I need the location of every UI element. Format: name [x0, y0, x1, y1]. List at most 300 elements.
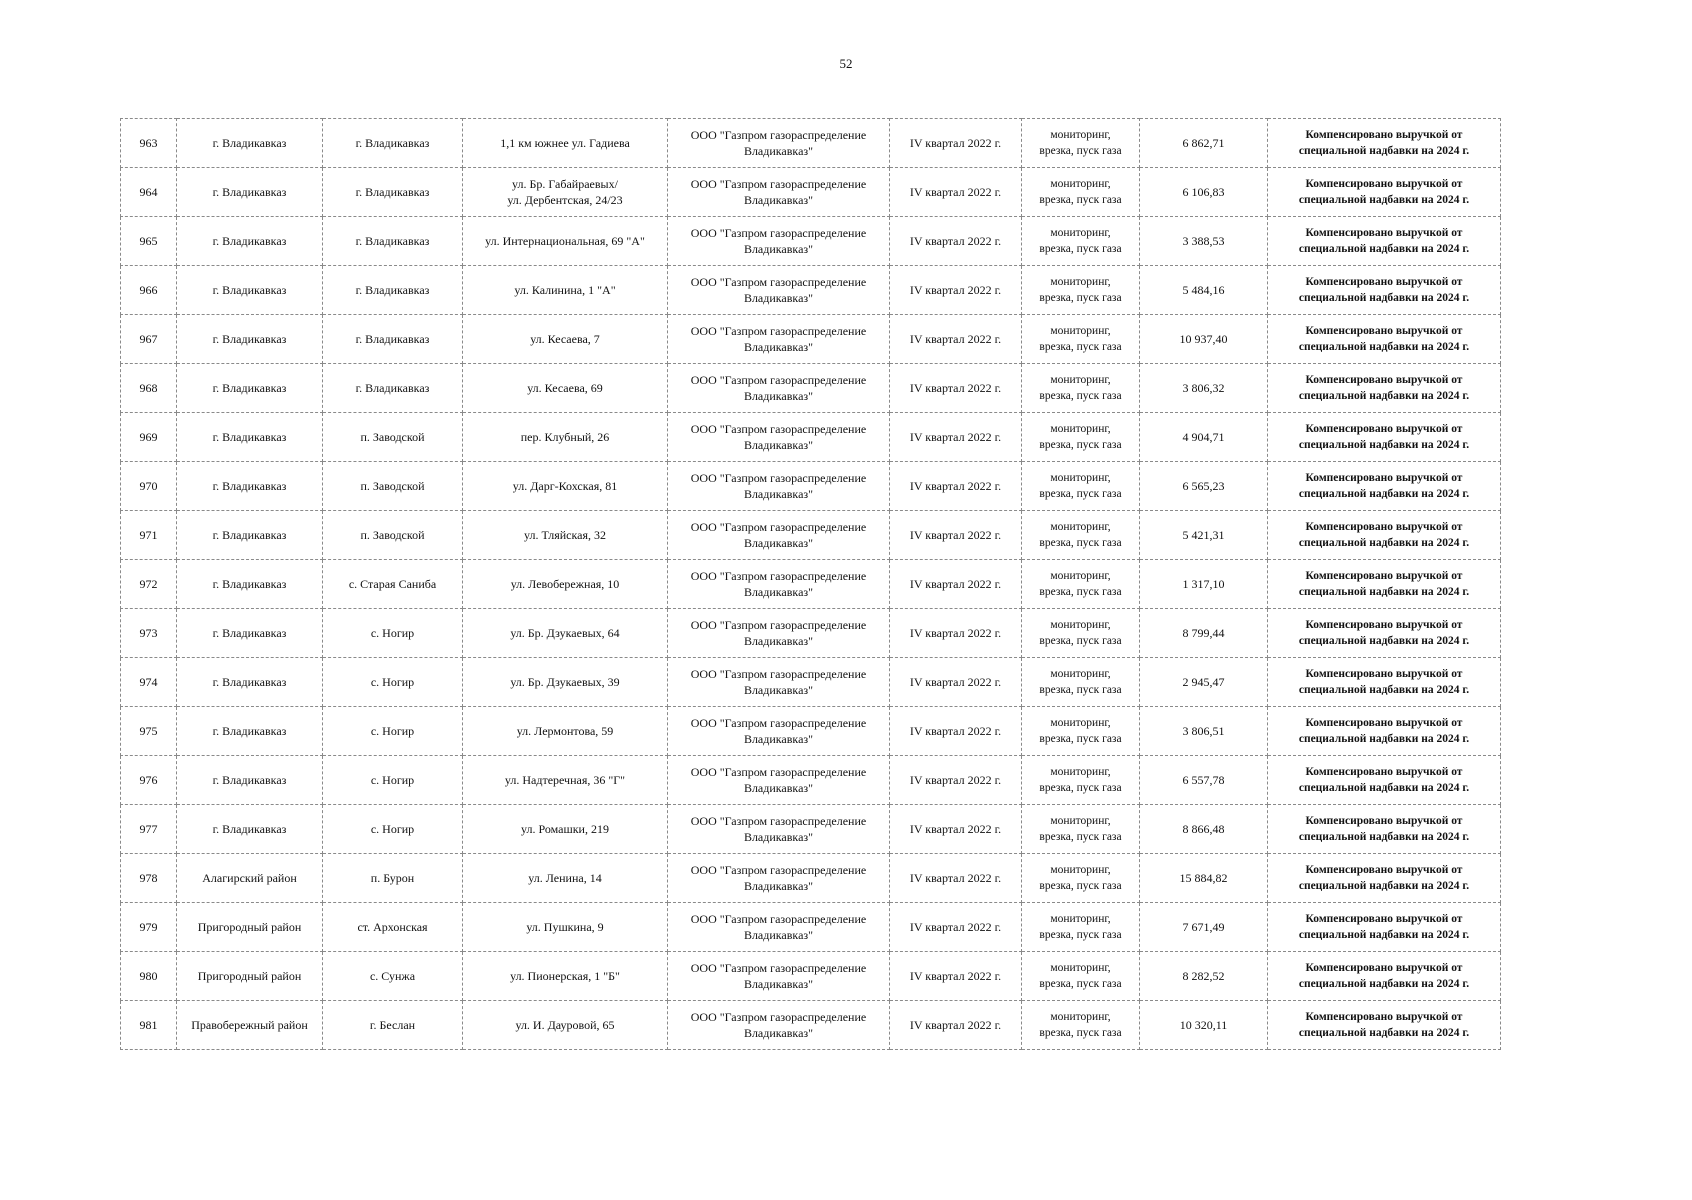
compensation-cell-line: Компенсировано выручкой от: [1305, 374, 1463, 386]
compensation-cell-line: специальной надбавки на 2024 г.: [1298, 537, 1470, 549]
compensation-cell-line: Компенсировано выручкой от: [1305, 521, 1463, 533]
compensation-cell: [1268, 560, 1501, 609]
compensation-cell-line: специальной надбавки на 2024 г.: [1298, 243, 1470, 255]
compensation-cell-line: Компенсировано выручкой от: [1305, 619, 1463, 631]
address-cell-line: ул. Надтеречная, 36 "Г": [504, 773, 626, 787]
compensation-cell-line: специальной надбавки на 2024 г.: [1298, 733, 1470, 745]
work-type-cell-line: врезка, пуск газа: [1039, 831, 1122, 843]
organization-cell-line: Владикавказ": [743, 340, 814, 354]
address-cell: [463, 707, 668, 756]
table-row: [121, 266, 1501, 315]
work-type-cell: [1022, 119, 1140, 168]
district-cell: г. Владикавказ: [177, 756, 323, 805]
compensation-cell: [1268, 413, 1501, 462]
compensation-cell-line: специальной надбавки на 2024 г.: [1298, 929, 1470, 941]
address-cell-line: ул. Кесаева, 7: [530, 332, 600, 346]
work-type-cell-line: врезка, пуск газа: [1039, 194, 1122, 206]
address-cell-line: ул. Ленина, 14: [528, 871, 602, 885]
organization-cell-line: Владикавказ": [743, 585, 814, 599]
organization-cell-line: ООО "Газпром газораспределение: [690, 618, 867, 632]
organization-cell-line: ООО "Газпром газораспределение: [690, 226, 867, 240]
table-row: [121, 315, 1501, 364]
amount-cell: 6 565,23: [1140, 462, 1268, 511]
compensation-cell: [1268, 119, 1501, 168]
address-cell: [463, 952, 668, 1001]
work-type-cell-line: врезка, пуск газа: [1039, 733, 1122, 745]
row-number-cell: 964: [121, 168, 177, 217]
compensation-cell-line: Компенсировано выручкой от: [1305, 570, 1463, 582]
page-number: 52: [839, 56, 853, 71]
work-type-cell-line: мониторинг,: [1050, 619, 1111, 631]
amount-cell: 6 557,78: [1140, 756, 1268, 805]
organization-cell-line: ООО "Газпром газораспределение: [690, 765, 867, 779]
compensation-cell-line: Компенсировано выручкой от: [1305, 423, 1463, 435]
locality-cell: г. Владикавказ: [323, 217, 463, 266]
work-type-cell-line: врезка, пуск газа: [1039, 390, 1122, 402]
compensation-cell: [1268, 707, 1501, 756]
period-cell: IV квартал 2022 г.: [890, 413, 1022, 462]
work-type-cell: [1022, 756, 1140, 805]
district-cell: г. Владикавказ: [177, 658, 323, 707]
district-cell: г. Владикавказ: [177, 462, 323, 511]
organization-cell-line: Владикавказ": [743, 977, 814, 991]
organization-cell-line: Владикавказ": [743, 928, 814, 942]
address-cell-line: пер. Клубный, 26: [520, 430, 610, 444]
work-type-cell-line: мониторинг,: [1050, 1011, 1111, 1023]
address-cell-line: ул. Дарг-Кохская, 81: [512, 479, 618, 493]
table-row: [121, 560, 1501, 609]
compensation-cell-line: Компенсировано выручкой от: [1305, 717, 1463, 729]
compensation-cell-line: специальной надбавки на 2024 г.: [1298, 341, 1470, 353]
organization-cell: [668, 511, 890, 560]
locality-cell: п. Заводской: [323, 511, 463, 560]
work-type-cell-line: мониторинг,: [1050, 717, 1111, 729]
organization-cell-line: Владикавказ": [743, 487, 814, 501]
table-row: [121, 364, 1501, 413]
organization-cell-line: ООО "Газпром газораспределение: [690, 177, 867, 191]
amount-cell: 8 866,48: [1140, 805, 1268, 854]
period-cell: IV квартал 2022 г.: [890, 511, 1022, 560]
row-number-cell: 973: [121, 609, 177, 658]
compensation-cell-line: специальной надбавки на 2024 г.: [1298, 194, 1470, 206]
work-type-cell-line: врезка, пуск газа: [1039, 292, 1122, 304]
organization-cell-line: ООО "Газпром газораспределение: [690, 1010, 867, 1024]
row-number-cell: 981: [121, 1001, 177, 1050]
amount-cell: 8 282,52: [1140, 952, 1268, 1001]
compensation-cell: [1268, 217, 1501, 266]
row-number-cell: 980: [121, 952, 177, 1001]
address-cell-line: ул. Интернациональная, 69 "А": [485, 234, 645, 248]
work-type-cell-line: врезка, пуск газа: [1039, 929, 1122, 941]
work-type-cell-line: врезка, пуск газа: [1039, 537, 1122, 549]
compensation-cell: [1268, 854, 1501, 903]
address-cell: [463, 168, 668, 217]
compensation-cell: [1268, 462, 1501, 511]
compensation-cell: [1268, 364, 1501, 413]
work-type-cell-line: мониторинг,: [1050, 325, 1111, 337]
amount-cell: 3 806,32: [1140, 364, 1268, 413]
row-number-cell: 977: [121, 805, 177, 854]
organization-cell-line: Владикавказ": [743, 1026, 814, 1040]
organization-cell-line: Владикавказ": [743, 732, 814, 746]
compensation-cell-line: специальной надбавки на 2024 г.: [1298, 292, 1470, 304]
work-type-cell-line: врезка, пуск газа: [1039, 1027, 1122, 1039]
period-cell: IV квартал 2022 г.: [890, 707, 1022, 756]
district-cell: Правобережный район: [177, 1001, 323, 1050]
district-cell: г. Владикавказ: [177, 511, 323, 560]
organization-cell-line: Владикавказ": [743, 879, 814, 893]
table-row: [121, 903, 1501, 952]
work-type-cell: [1022, 560, 1140, 609]
work-type-cell-line: мониторинг,: [1050, 423, 1111, 435]
organization-cell-line: Владикавказ": [743, 389, 814, 403]
amount-cell: 10 320,11: [1140, 1001, 1268, 1050]
row-number-cell: 965: [121, 217, 177, 266]
address-cell-line: ул. И. Дауровой, 65: [515, 1018, 615, 1032]
organization-cell-line: ООО "Газпром газораспределение: [690, 569, 867, 583]
organization-cell-line: ООО "Газпром газораспределение: [690, 128, 867, 142]
row-number-cell: 976: [121, 756, 177, 805]
period-cell: IV квартал 2022 г.: [890, 266, 1022, 315]
district-cell: г. Владикавказ: [177, 119, 323, 168]
organization-cell: [668, 266, 890, 315]
table-row: [121, 1001, 1501, 1050]
period-cell: IV квартал 2022 г.: [890, 805, 1022, 854]
organization-cell: [668, 364, 890, 413]
work-type-cell-line: врезка, пуск газа: [1039, 488, 1122, 500]
locality-cell: г. Владикавказ: [323, 119, 463, 168]
row-number-cell: 969: [121, 413, 177, 462]
district-cell: Пригородный район: [177, 952, 323, 1001]
period-cell: IV квартал 2022 г.: [890, 462, 1022, 511]
period-cell: IV квартал 2022 г.: [890, 658, 1022, 707]
address-cell-line: ул. Тляйская, 32: [524, 528, 606, 542]
compensation-cell-line: специальной надбавки на 2024 г.: [1298, 831, 1470, 843]
work-type-cell-line: мониторинг,: [1050, 178, 1111, 190]
address-cell-line: ул. Калинина, 1 "А": [514, 283, 616, 297]
address-cell: [463, 903, 668, 952]
locality-cell: г. Владикавказ: [323, 364, 463, 413]
address-cell-line: ул. Пионерская, 1 "Б": [510, 969, 620, 983]
compensation-cell: [1268, 658, 1501, 707]
period-cell: IV квартал 2022 г.: [890, 903, 1022, 952]
compensation-cell-line: Компенсировано выручкой от: [1305, 913, 1463, 925]
organization-cell-line: Владикавказ": [743, 830, 814, 844]
work-type-cell-line: мониторинг,: [1050, 864, 1111, 876]
table-row: [121, 805, 1501, 854]
district-cell: г. Владикавказ: [177, 315, 323, 364]
work-type-cell: [1022, 1001, 1140, 1050]
work-type-cell-line: мониторинг,: [1050, 570, 1111, 582]
locality-cell: г. Владикавказ: [323, 266, 463, 315]
district-cell: г. Владикавказ: [177, 413, 323, 462]
work-type-cell: [1022, 903, 1140, 952]
compensation-cell: [1268, 266, 1501, 315]
compensation-cell: [1268, 756, 1501, 805]
table-row: [121, 609, 1501, 658]
compensation-cell: [1268, 952, 1501, 1001]
address-cell-line: ул. Бр. Габайраевых/: [512, 177, 618, 191]
work-type-cell-line: врезка, пуск газа: [1039, 586, 1122, 598]
row-number-cell: 972: [121, 560, 177, 609]
row-number-cell: 974: [121, 658, 177, 707]
work-type-cell-line: врезка, пуск газа: [1039, 880, 1122, 892]
work-type-cell-line: мониторинг,: [1050, 129, 1111, 141]
locality-cell: г. Владикавказ: [323, 168, 463, 217]
district-cell: Алагирский район: [177, 854, 323, 903]
work-type-cell-line: мониторинг,: [1050, 227, 1111, 239]
compensation-cell-line: специальной надбавки на 2024 г.: [1298, 439, 1470, 451]
amount-cell: 1 317,10: [1140, 560, 1268, 609]
organization-cell: [668, 315, 890, 364]
table-row: [121, 658, 1501, 707]
organization-cell-line: ООО "Газпром газораспределение: [690, 912, 867, 926]
organization-cell: [668, 413, 890, 462]
organization-cell: [668, 903, 890, 952]
period-cell: IV квартал 2022 г.: [890, 756, 1022, 805]
work-type-cell-line: мониторинг,: [1050, 276, 1111, 288]
work-type-cell: [1022, 854, 1140, 903]
organization-cell: [668, 1001, 890, 1050]
compensation-cell-line: специальной надбавки на 2024 г.: [1298, 586, 1470, 598]
address-cell: [463, 805, 668, 854]
organization-cell: [668, 707, 890, 756]
period-cell: IV квартал 2022 г.: [890, 560, 1022, 609]
work-type-cell: [1022, 217, 1140, 266]
address-cell-line: ул. Бр. Дзукаевых, 39: [510, 675, 620, 689]
district-cell: Пригородный район: [177, 903, 323, 952]
gasification-registry-table: [120, 118, 1501, 1050]
organization-cell: [668, 462, 890, 511]
table-row: [121, 707, 1501, 756]
work-type-cell-line: врезка, пуск газа: [1039, 243, 1122, 255]
compensation-cell: [1268, 168, 1501, 217]
address-cell: [463, 609, 668, 658]
district-cell: г. Владикавказ: [177, 168, 323, 217]
table-row: [121, 413, 1501, 462]
address-cell-line: ул. Бр. Дзукаевых, 64: [510, 626, 620, 640]
table-row: [121, 854, 1501, 903]
organization-cell-line: Владикавказ": [743, 291, 814, 305]
row-number-cell: 978: [121, 854, 177, 903]
locality-cell: с. Старая Саниба: [323, 560, 463, 609]
work-type-cell-line: мониторинг,: [1050, 815, 1111, 827]
compensation-cell: [1268, 315, 1501, 364]
organization-cell-line: ООО "Газпром газораспределение: [690, 961, 867, 975]
address-cell-line: ул. Левобережная, 10: [510, 577, 620, 591]
amount-cell: 8 799,44: [1140, 609, 1268, 658]
table-row: [121, 462, 1501, 511]
period-cell: IV квартал 2022 г.: [890, 168, 1022, 217]
locality-cell: ст. Архонская: [323, 903, 463, 952]
compensation-cell: [1268, 903, 1501, 952]
compensation-cell-line: Компенсировано выручкой от: [1305, 1011, 1463, 1023]
row-number-cell: 963: [121, 119, 177, 168]
work-type-cell: [1022, 462, 1140, 511]
organization-cell-line: ООО "Газпром газораспределение: [690, 373, 867, 387]
address-cell: [463, 364, 668, 413]
period-cell: IV квартал 2022 г.: [890, 952, 1022, 1001]
compensation-cell-line: Компенсировано выручкой от: [1305, 668, 1463, 680]
period-cell: IV квартал 2022 г.: [890, 364, 1022, 413]
table-row: [121, 217, 1501, 266]
locality-cell: п. Заводской: [323, 462, 463, 511]
row-number-cell: 979: [121, 903, 177, 952]
organization-cell-line: ООО "Газпром газораспределение: [690, 667, 867, 681]
organization-cell-line: ООО "Газпром газораспределение: [690, 520, 867, 534]
organization-cell: [668, 805, 890, 854]
table-row: [121, 168, 1501, 217]
address-cell: [463, 854, 668, 903]
address-cell: [463, 315, 668, 364]
compensation-cell-line: Компенсировано выручкой от: [1305, 766, 1463, 778]
organization-cell-line: Владикавказ": [743, 144, 814, 158]
district-cell: г. Владикавказ: [177, 609, 323, 658]
row-number-cell: 970: [121, 462, 177, 511]
organization-cell-line: Владикавказ": [743, 536, 814, 550]
compensation-cell-line: Компенсировано выручкой от: [1305, 178, 1463, 190]
address-cell: [463, 1001, 668, 1050]
period-cell: IV квартал 2022 г.: [890, 609, 1022, 658]
amount-cell: 5 421,31: [1140, 511, 1268, 560]
locality-cell: с. Ногир: [323, 707, 463, 756]
table-row: [121, 511, 1501, 560]
locality-cell: г. Владикавказ: [323, 315, 463, 364]
row-number-cell: 967: [121, 315, 177, 364]
compensation-cell: [1268, 1001, 1501, 1050]
address-cell: [463, 658, 668, 707]
address-cell-line: ул. Пушкина, 9: [526, 920, 604, 934]
amount-cell: 6 862,71: [1140, 119, 1268, 168]
district-cell: г. Владикавказ: [177, 364, 323, 413]
address-cell-line: ул. Дербентская, 24/23: [507, 193, 623, 207]
work-type-cell: [1022, 952, 1140, 1001]
organization-cell: [668, 560, 890, 609]
address-cell-line: ул. Кесаева, 69: [527, 381, 603, 395]
period-cell: IV квартал 2022 г.: [890, 217, 1022, 266]
compensation-cell-line: Компенсировано выручкой от: [1305, 227, 1463, 239]
row-number-cell: 968: [121, 364, 177, 413]
organization-cell-line: ООО "Газпром газораспределение: [690, 324, 867, 338]
organization-cell: [668, 217, 890, 266]
compensation-cell-line: специальной надбавки на 2024 г.: [1298, 390, 1470, 402]
organization-cell-line: Владикавказ": [743, 193, 814, 207]
organization-cell-line: ООО "Газпром газораспределение: [690, 471, 867, 485]
organization-cell-line: ООО "Газпром газораспределение: [690, 422, 867, 436]
table-row: [121, 756, 1501, 805]
compensation-cell-line: специальной надбавки на 2024 г.: [1298, 782, 1470, 794]
work-type-cell-line: мониторинг,: [1050, 766, 1111, 778]
organization-cell-line: ООО "Газпром газораспределение: [690, 863, 867, 877]
locality-cell: с. Ногир: [323, 805, 463, 854]
compensation-cell: [1268, 511, 1501, 560]
work-type-cell-line: врезка, пуск газа: [1039, 684, 1122, 696]
organization-cell: [668, 609, 890, 658]
row-number-cell: 966: [121, 266, 177, 315]
work-type-cell-line: врезка, пуск газа: [1039, 341, 1122, 353]
district-cell: г. Владикавказ: [177, 805, 323, 854]
address-cell: [463, 413, 668, 462]
address-cell-line: ул. Лермонтова, 59: [516, 724, 614, 738]
amount-cell: 10 937,40: [1140, 315, 1268, 364]
address-cell: [463, 756, 668, 805]
compensation-cell-line: Компенсировано выручкой от: [1305, 325, 1463, 337]
work-type-cell-line: мониторинг,: [1050, 962, 1111, 974]
registry-body: [121, 119, 1501, 1050]
compensation-cell-line: Компенсировано выручкой от: [1305, 962, 1463, 974]
compensation-cell-line: специальной надбавки на 2024 г.: [1298, 635, 1470, 647]
locality-cell: с. Ногир: [323, 658, 463, 707]
locality-cell: п. Заводской: [323, 413, 463, 462]
work-type-cell: [1022, 315, 1140, 364]
work-type-cell-line: мониторинг,: [1050, 521, 1111, 533]
work-type-cell-line: мониторинг,: [1050, 668, 1111, 680]
compensation-cell-line: специальной надбавки на 2024 г.: [1298, 978, 1470, 990]
row-number-cell: 971: [121, 511, 177, 560]
amount-cell: 7 671,49: [1140, 903, 1268, 952]
period-cell: IV квартал 2022 г.: [890, 119, 1022, 168]
compensation-cell-line: Компенсировано выручкой от: [1305, 864, 1463, 876]
compensation-cell-line: Компенсировано выручкой от: [1305, 276, 1463, 288]
district-cell: г. Владикавказ: [177, 266, 323, 315]
work-type-cell: [1022, 511, 1140, 560]
period-cell: IV квартал 2022 г.: [890, 854, 1022, 903]
address-cell: [463, 119, 668, 168]
compensation-cell-line: специальной надбавки на 2024 г.: [1298, 488, 1470, 500]
compensation-cell: [1268, 609, 1501, 658]
address-cell-line: 1,1 км южнее ул. Гадиева: [500, 136, 630, 150]
work-type-cell: [1022, 609, 1140, 658]
organization-cell: [668, 119, 890, 168]
address-cell: [463, 560, 668, 609]
organization-cell: [668, 854, 890, 903]
organization-cell-line: Владикавказ": [743, 242, 814, 256]
compensation-cell-line: специальной надбавки на 2024 г.: [1298, 145, 1470, 157]
locality-cell: с. Сунжа: [323, 952, 463, 1001]
row-number-cell: 975: [121, 707, 177, 756]
compensation-cell-line: специальной надбавки на 2024 г.: [1298, 880, 1470, 892]
compensation-cell-line: Компенсировано выручкой от: [1305, 129, 1463, 141]
organization-cell-line: Владикавказ": [743, 683, 814, 697]
address-cell: [463, 462, 668, 511]
amount-cell: 15 884,82: [1140, 854, 1268, 903]
amount-cell: 3 806,51: [1140, 707, 1268, 756]
period-cell: IV квартал 2022 г.: [890, 1001, 1022, 1050]
work-type-cell-line: врезка, пуск газа: [1039, 439, 1122, 451]
organization-cell-line: Владикавказ": [743, 634, 814, 648]
amount-cell: 5 484,16: [1140, 266, 1268, 315]
compensation-cell-line: специальной надбавки на 2024 г.: [1298, 684, 1470, 696]
organization-cell-line: ООО "Газпром газораспределение: [690, 275, 867, 289]
amount-cell: 6 106,83: [1140, 168, 1268, 217]
organization-cell-line: Владикавказ": [743, 438, 814, 452]
compensation-cell-line: Компенсировано выручкой от: [1305, 815, 1463, 827]
locality-cell: п. Бурон: [323, 854, 463, 903]
organization-cell-line: Владикавказ": [743, 781, 814, 795]
table-row: [121, 952, 1501, 1001]
district-cell: г. Владикавказ: [177, 217, 323, 266]
address-cell: [463, 217, 668, 266]
work-type-cell-line: мониторинг,: [1050, 913, 1111, 925]
amount-cell: 4 904,71: [1140, 413, 1268, 462]
work-type-cell-line: мониторинг,: [1050, 472, 1111, 484]
work-type-cell-line: врезка, пуск газа: [1039, 782, 1122, 794]
locality-cell: с. Ногир: [323, 609, 463, 658]
address-cell-line: ул. Ромашки, 219: [521, 822, 609, 836]
work-type-cell: [1022, 413, 1140, 462]
district-cell: г. Владикавказ: [177, 560, 323, 609]
organization-cell: [668, 756, 890, 805]
